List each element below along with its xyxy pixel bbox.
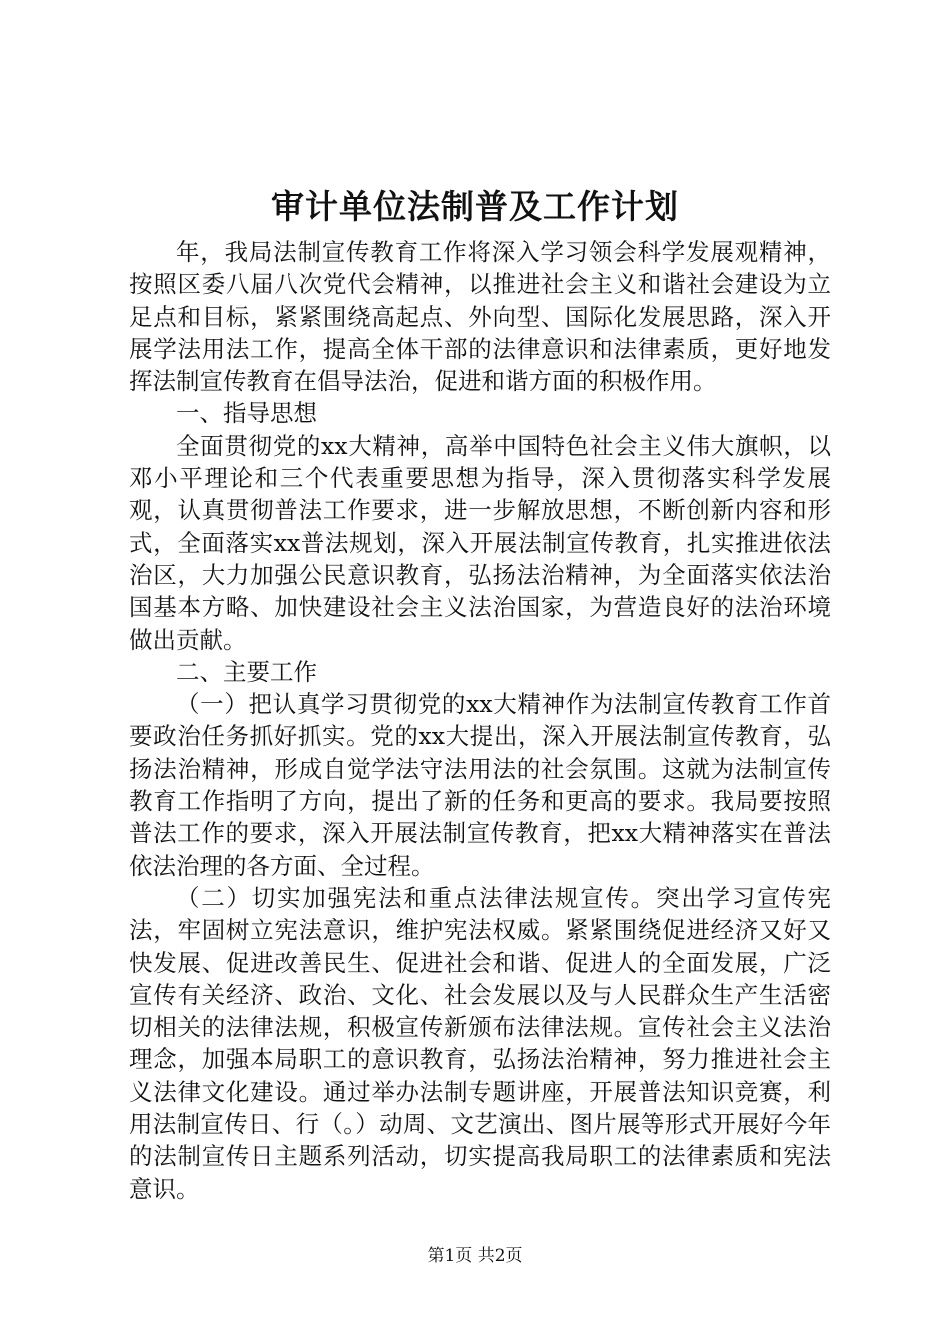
guiding-thought-paragraph: 全面贯彻党的xx大精神，高举中国特色社会主义伟大旗帜，以邓小平理论和三个代表重要思想为指导，深入贯彻落实科学发展观，认真贯彻普法工作要求，进一步解放思想，不断创新内容和形式，全面落实xx普法规划，深入开展法制宣传教育，扎实推进依法治区，大力加强公民意识教育，弘扬法治精神，为全面落实依法治国基本方略、加快建设社会主义法治国家，为营造良好的法治环境做出贡献。 <box>129 431 831 654</box>
document-title: 审计单位法制普及工作计划 <box>271 187 679 226</box>
intro-paragraph: 年，我局法制宣传教育工作将深入学习领会科学发展观精神，按照区委八届八次党代会精神，以推进社会主义和谐社会建设为立足点和目标，紧紧围绕高起点、外向型、国际化发展思路，深入开展学法用法工作，提高全体干部的法律意识和法律素质，更好地发挥法制宣传教育在倡导法治，促进和谐方面的积极作用。 <box>129 238 831 396</box>
page-number: 第1页 共2页 <box>427 1246 523 1266</box>
main-work-item-1: （一）把认真学习贯彻党的xx大精神作为法制宣传教育工作首要政治任务抓好抓实。党的xx大提出，深入开展法制宣传教育，弘扬法治精神，形成自觉学法守法用法的社会氛围。这就为法制宣传教育工作指明了方向，提出了新的任务和更高的要求。我局要按照普法工作的要求，深入开展法制宣传教育，把xx大精神落实在普法依法治理的各方面、全过程。 <box>129 690 831 880</box>
main-work-item-2: （二）切实加强宪法和重点法律法规宣传。突出学习宣传宪法，牢固树立宪法意识，维护宪法权威。紧紧围绕促进经济又好又快发展、促进改善民生、促进社会和谐、促进人的全面发展，广泛宣传有关经济、政治、文化、社会发展以及与人民群众生产生活密切相关的法律法规，积极宣传新颁布法律法规。宣传社会主义法治理念，加强本局职工的意识教育，弘扬法治精神，努力推进社会主义法律文化建设。通过举办法制专题讲座，开展普法知识竞赛，利用法制宣传日、行（。）动周、文艺演出、图片展等形式开展好今年的法制宣传日主题系列活动，切实提高我局职工的法律素质和宪法意识。 <box>129 883 831 1203</box>
section-heading-guiding-thought: 一、指导思想 <box>176 399 317 428</box>
document-body <box>129 236 831 1205</box>
section-heading-main-work: 二、主要工作 <box>176 657 317 686</box>
